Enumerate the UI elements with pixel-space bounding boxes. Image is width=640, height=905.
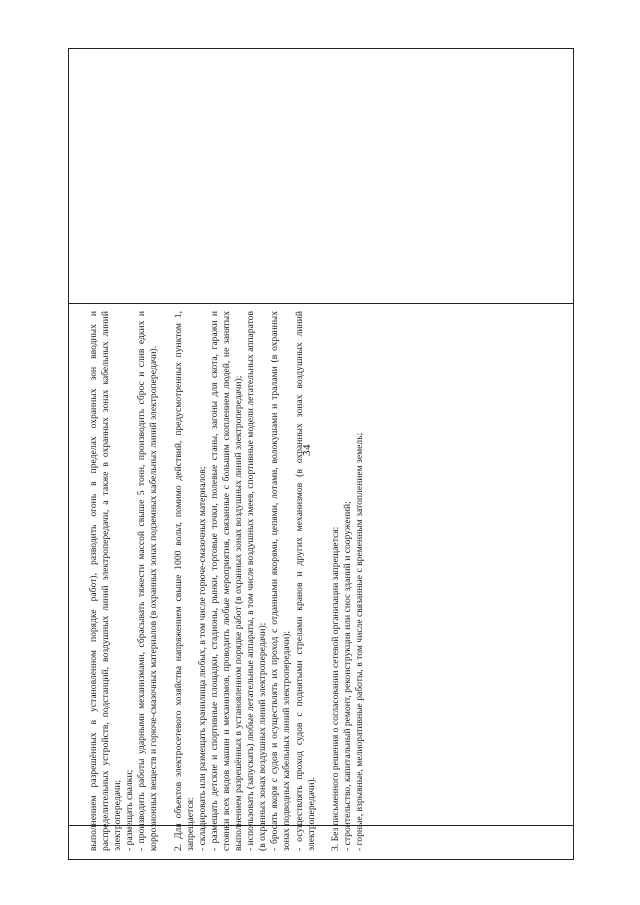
paragraph: - размещать детские и спортивные площадки, стадионы, рынки, торговые точки, полевые станы, загоны для скота, гаражи и стоянки всех видов машин и механизмов, проводить любые мероприятия, связанные с большим скоплением людей, не занятых выполнением разрешённых в установленном порядке работ (в охранных зонах воздушных линий электропередачи); [208, 311, 245, 851]
paragraph: выполнением разрешённых в установленном порядке работ), разводить огонь в пределах охранных зон вводных и распределительных устройств, подстанций, воздушных линий электропередачи, а также в охранных зонах кабельных линий электропередачи; [88, 311, 124, 851]
paragraph-gap [318, 311, 330, 851]
paragraph: 3. Без письменного решения о согласовании сетевой организации запрещается: [329, 526, 341, 851]
paragraph: - строительство, капитальный ремонт, реконструкция или снос зданий и сооружений; [341, 501, 353, 851]
paragraph: - использовать (запускать) любые летательные аппараты, в том числе воздушных змеев, спортивные модели летательных аппаратов (в охранных зонах воздушных линий электропередачи); [245, 311, 269, 851]
table-divider-top [69, 303, 573, 304]
paragraph: - производить работы ударными механизмами, сбрасывать тяжести массой свыше 5 тонн, производить сброс и слив едких и коррозионных веществ и горюче-смазочных материалов (в охранных зонах подземных кабельных линий электропередачи). [136, 311, 160, 851]
paragraph: 2. Для объектов электросетевого хозяйства напряжением свыше 1000 вольт, помимо действий, предусмотренных пунктом 1, запрещается: [172, 311, 196, 851]
paragraph: - размещать свалки; [124, 769, 136, 851]
paragraph: - бросать якоря с судов и осуществлять их проход с отданными якорями, цепями, лотами, волокушами и тралами (в охранных зонах подводных кабельных линий электропередачи); [269, 311, 293, 851]
paragraph: - осуществлять проход судов с поднятыми стрелами кранов и других механизмов (в охранных зонах воздушных линий электропередачи). [293, 311, 317, 851]
paragraph-gap [161, 311, 173, 851]
paragraph: - горные, взрывные, мелиоративные работы, в том числе связанные с временным затоплением земель; [353, 432, 365, 851]
page-number: 34 [301, 444, 313, 456]
text-cell [88, 311, 578, 851]
paragraph: - складировать или размещать хранилища любых, в том числе горюче-смазочных материалов; [196, 466, 208, 851]
